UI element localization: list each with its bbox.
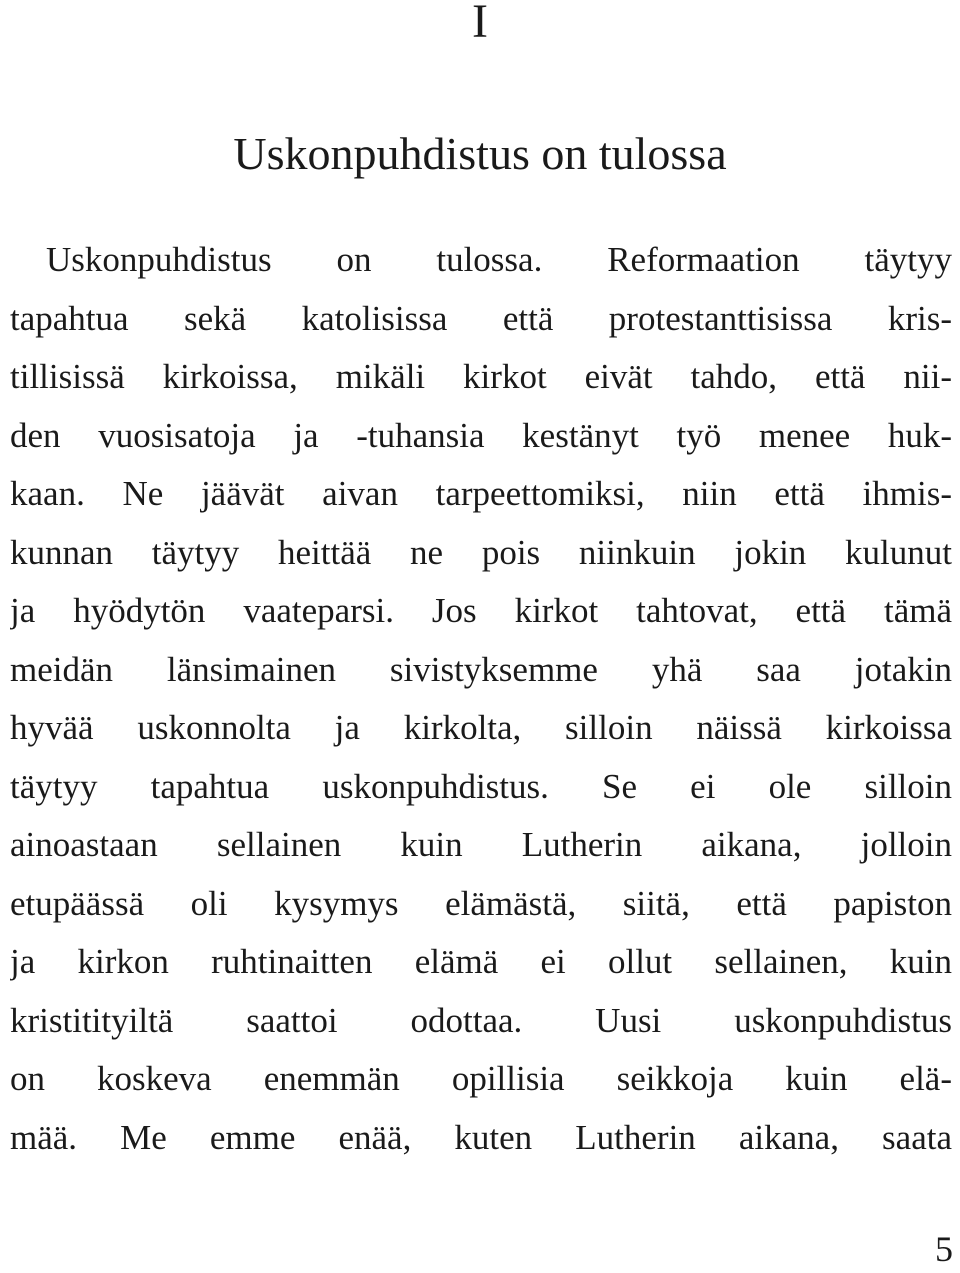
page-number: 5 [935, 1229, 953, 1269]
text-line: kunnan täytyy heittää ne pois niinkuin jokin kulunut [10, 532, 952, 572]
body-paragraph [10, 231, 952, 1167]
chapter-title: Uskonpuhdistus on tulossa [233, 128, 727, 179]
text-line: on koskeva enemmän opillisia seikkoja kuin elä- [10, 1059, 952, 1098]
chapter-number: I [472, 0, 488, 48]
text-line: mää. Me emme enää, kuten Lutherin aikana, saata [10, 1117, 952, 1157]
text-line: ja hyödytön vaateparsi. Jos kirkot tahtovat, että tämä [10, 591, 952, 630]
text-line: etupäässä oli kysymys elämästä, siitä, että papiston [10, 883, 952, 923]
text-line: Uskonpuhdistus on tulossa. Reformaation täytyy [46, 240, 952, 279]
text-line: hyvää uskonnolta ja kirkolta, silloin näissä kirkoissa [10, 708, 952, 747]
text-line: kaan. Ne jäävät aivan tarpeettomiksi, niin että ihmis- [10, 474, 952, 513]
text-line: kristitityiltä saattoi odottaa. Uusi uskonpuhdistus [10, 1000, 952, 1040]
text-line: den vuosisatoja ja -tuhansia kestänyt työ menee huk- [10, 415, 952, 455]
text-line: täytyy tapahtua uskonpuhdistus. Se ei ole silloin [10, 766, 952, 806]
text-line: meidän länsimainen sivistyksemme yhä saa jotakin [10, 649, 952, 689]
text-line: tapahtua sekä katolisissa että protestanttisissa kris- [10, 298, 952, 338]
text-line: ainoastaan sellainen kuin Lutherin aikana, jolloin [10, 825, 952, 864]
text-line: ja kirkon ruhtinaitten elämä ei ollut sellainen, kuin [10, 942, 952, 981]
text-line: tillisissä kirkoissa, mikäli kirkot eivät tahdo, että nii- [10, 357, 952, 396]
